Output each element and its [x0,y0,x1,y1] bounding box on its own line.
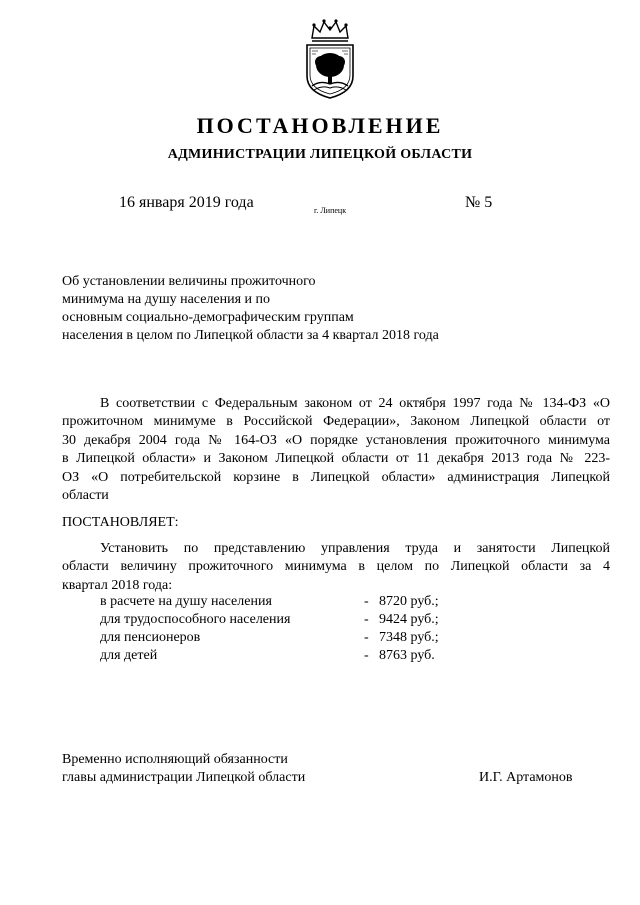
preamble-paragraph [62,395,610,505]
document-subtitle: АДМИНИСТРАЦИИ ЛИПЕЦКОЙ ОБЛАСТИ [167,147,473,162]
signature-block [62,751,305,787]
decision-paragraph [62,540,610,595]
item-dash: - [364,630,369,645]
signer-name: И.Г. Артамонов [479,770,573,785]
item-dash: - [364,612,369,627]
preamble-line: прожиточном минимуме в Российской Федерации», Законом Липецкой области от [62,414,610,430]
item-label: в расчете на душу населения [100,594,272,609]
heading-line: основным социально-демографическим группам [62,310,354,325]
document-title: ПОСТАНОВЛЕНИЕ [196,113,444,138]
item-value: 8720 руб.; [379,594,439,609]
preamble-line: 30 декабря 2004 года № 164-ОЗ «О порядке установления прожиточного минимума [62,432,610,448]
preamble-line: области [62,488,109,504]
signature-position-line: главы администрации Липецкой области [62,770,306,785]
item-label: для трудоспособного населения [100,612,291,627]
item-dash: - [364,594,369,609]
document-heading [62,273,439,345]
decision-line: области величину прожиточного минимума в целом по Липецкой области за 4 [62,559,610,575]
coat-of-arms-icon [300,18,360,100]
preamble-line: в Липецкой области» и Законом Липецкой области от 11 декабря 2013 года № 223- [62,451,610,467]
document-number: № 5 [465,194,493,211]
item-value: 8763 руб. [379,648,435,663]
document-city: г. Липецк [314,206,347,215]
signature-position-line: Временно исполняющий обязанности [62,752,288,767]
document-date: 16 января 2019 года [119,194,254,211]
preamble-line: В соответствии с Федеральным законом от 24 октября 1997 года № 134-ФЗ «О [100,396,610,411]
heading-line: населения в целом по Липецкой области за 4 квартал 2018 года [62,328,439,343]
decision-line: Установить по представлению управления труда и занятости Липецкой [100,541,610,556]
item-label: для пенсионеров [100,630,201,645]
resolves-label: ПОСТАНОВЛЯЕТ: [62,515,179,530]
decision-line: квартал 2018 года: [62,577,173,593]
item-label: для детей [100,648,158,663]
heading-line: Об установлении величины прожиточного [62,274,316,289]
item-dash: - [364,648,369,663]
item-value: 9424 руб.; [379,612,439,627]
preamble-line: ОЗ «О потребительской корзине в Липецкой области» администрация Липецкой [62,469,610,485]
heading-line: минимума на душу населения и по [62,292,271,307]
item-value: 7348 руб.; [379,630,439,645]
